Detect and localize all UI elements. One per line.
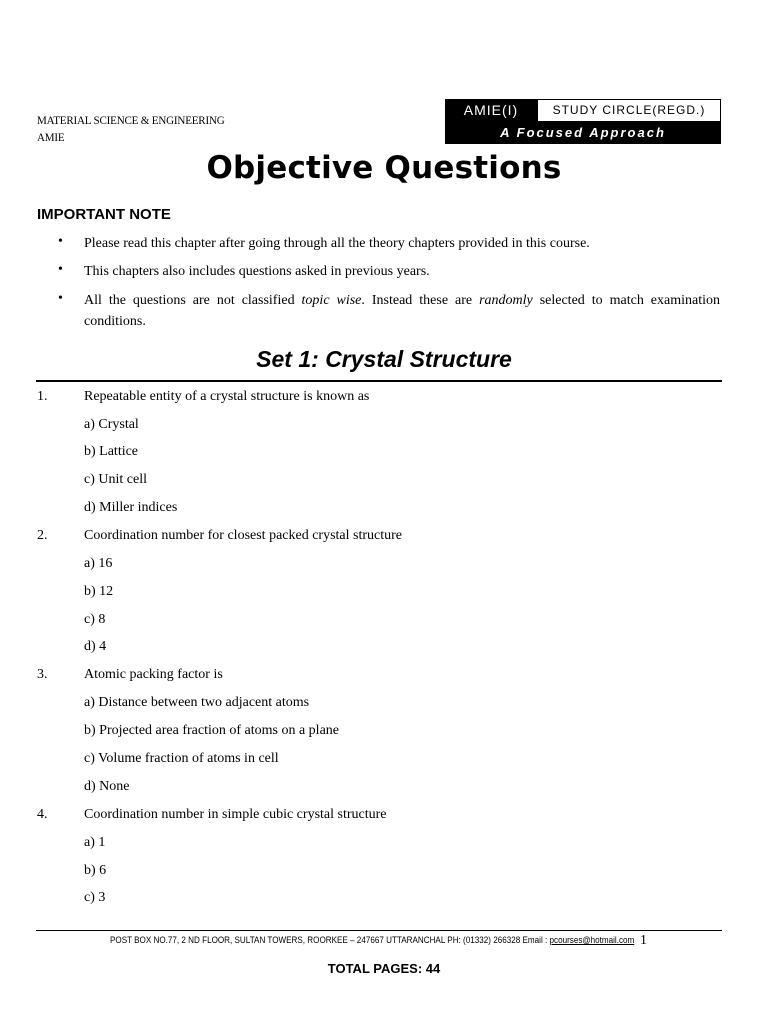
page-title: Objective Questions xyxy=(206,150,562,186)
question-text: Coordination number for closest packed crystal structure xyxy=(84,528,403,543)
logo-amie-label: AMIE(I) xyxy=(445,99,537,122)
answer-option: d) Miller indices xyxy=(84,500,178,515)
note-bullet-1: Please read this chapter after going through all the theory chapters provided in this course. xyxy=(84,236,590,251)
question-text: Coordination number in simple cubic crystal structure xyxy=(84,807,387,822)
bullet-dot-icon: • xyxy=(58,234,63,249)
logo-tagline: A Focused Approach xyxy=(445,122,721,144)
total-pages: TOTAL PAGES: 44 xyxy=(327,961,441,976)
note-emphasis-randomly: randomly xyxy=(479,293,533,308)
logo-study-circle-label: STUDY CIRCLE(REGD.) xyxy=(537,99,721,122)
question-number: 4. xyxy=(37,807,48,822)
page-number: 1 xyxy=(640,933,647,948)
answer-option: a) 1 xyxy=(84,835,106,850)
answer-option: c) 8 xyxy=(84,612,106,627)
question-text: Atomic packing factor is xyxy=(84,667,223,682)
set-title: Set 1: Crystal Structure xyxy=(256,346,512,372)
footer-address-text: POST BOX NO.77, 2 ND FLOOR, SULTAN TOWERS, ROORKEE – 247667 UTTARANCHAL PH: (01332) 266328 Email : xyxy=(110,935,550,945)
answer-option: b) 6 xyxy=(84,863,107,878)
answer-option: a) Crystal xyxy=(84,417,139,432)
bullet-dot-icon: • xyxy=(58,291,63,306)
subject-header xyxy=(37,112,225,146)
answer-option: c) 3 xyxy=(84,890,106,905)
note-bullet-3 xyxy=(84,290,720,332)
amie-logo xyxy=(445,99,721,144)
answer-option: a) 16 xyxy=(84,556,113,571)
note-bullet-3-part3: selected to match examination conditions. xyxy=(84,293,720,329)
answer-option: c) Volume fraction of atoms in cell xyxy=(84,751,279,766)
set-divider xyxy=(36,380,722,382)
answer-option: c) Unit cell xyxy=(84,472,147,487)
footer-email-link[interactable]: pcourses@hotmail.com xyxy=(549,935,635,945)
answer-option: b) Lattice xyxy=(84,444,139,459)
note-emphasis-topic-wise: topic wise xyxy=(301,293,362,308)
note-bullet-3-part1: All the questions are not classified xyxy=(84,293,302,308)
question-number: 2. xyxy=(37,528,48,543)
subject-line: MATERIAL SCIENCE & ENGINEERING xyxy=(37,113,225,127)
question-text: Repeatable entity of a crystal structure is known as xyxy=(84,389,370,404)
question-number: 3. xyxy=(37,667,48,682)
answer-option: a) Distance between two adjacent atoms xyxy=(84,695,310,710)
footer-address xyxy=(110,935,634,945)
question-number: 1. xyxy=(37,389,48,404)
answer-option: d) 4 xyxy=(84,639,107,654)
note-bullet-2: This chapters also includes questions asked in previous years. xyxy=(84,264,430,279)
answer-option: b) Projected area fraction of atoms on a plane xyxy=(84,723,340,738)
answer-option: d) None xyxy=(84,779,130,794)
course-line: AMIE xyxy=(37,130,65,144)
answer-option: b) 12 xyxy=(84,584,114,599)
note-bullet-3-part2: . Instead these are xyxy=(361,293,480,308)
important-note-heading: IMPORTANT NOTE xyxy=(37,206,171,223)
footer-divider xyxy=(36,930,722,931)
bullet-dot-icon: • xyxy=(58,262,63,277)
